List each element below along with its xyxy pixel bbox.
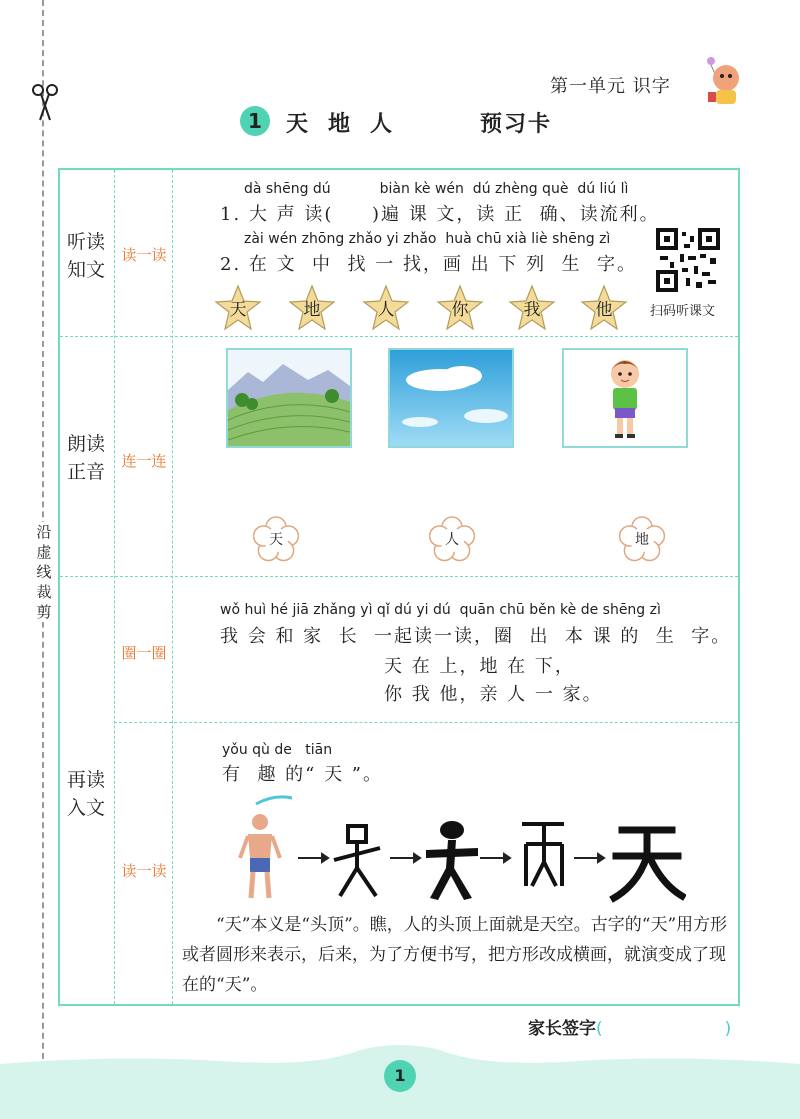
flower-character[interactable] — [618, 516, 666, 564]
activity-match: 连一连 — [121, 452, 167, 470]
star-character-label: 你 — [451, 300, 469, 320]
cut-instruction: 沿虚线裁剪 — [36, 523, 52, 621]
lesson-number-badge: 1 — [240, 106, 270, 136]
character-evolution-illustration — [226, 788, 686, 906]
row-divider — [60, 336, 738, 337]
qr-code-icon[interactable] — [656, 228, 720, 292]
lesson-title: 天地人 — [286, 111, 413, 137]
star-character — [436, 284, 484, 332]
star-character-label: 我 — [523, 300, 541, 320]
unit-title: 第一单元 识字 — [550, 76, 671, 97]
star-character — [214, 284, 262, 332]
activity-circle: 圈一圈 — [121, 644, 167, 662]
instruction-line: 2. 在 文 中 找 一 找，画 出 下 列 生 字。 — [220, 254, 637, 275]
row-divider — [114, 722, 738, 723]
parent-signature[interactable]: 家长签字( ) — [528, 1019, 732, 1039]
pinyin-line: wǒ huì hé jiā zhǎng yì qǐ dú yi dú quān chū běn kè de shēng zì — [220, 602, 661, 618]
section-label-listen: 听读 知文 — [66, 231, 105, 281]
star-character — [580, 284, 628, 332]
flower-character[interactable] — [252, 516, 300, 564]
instruction-line: 有 趣 的“ 天 ”。 — [222, 764, 384, 785]
pinyin-line: zài wén zhōng zhǎo yi zhǎo huà chū xià liè shēng zì — [244, 231, 611, 247]
star-character-label: 地 — [303, 300, 321, 320]
poem-line: 你 我 他，亲 人 一 家。 — [384, 684, 603, 705]
star-character — [362, 284, 410, 332]
row-divider — [60, 576, 738, 577]
flower-character-label: 地 — [635, 532, 649, 548]
page-number: 1 — [384, 1060, 416, 1092]
star-character — [508, 284, 556, 332]
section-label-read-aloud: 朗读 正音 — [66, 433, 105, 483]
person-picture — [562, 348, 688, 448]
star-character-label: 人 — [377, 300, 395, 320]
instruction-line: 1. 大 声 读( )遍 课 文，读 正 确、读流利。 — [220, 204, 660, 225]
qr-label: 扫码听课文 — [650, 304, 716, 319]
pinyin-line: dà shēng dú biàn kè wén dú zhèng què dú liú lì — [244, 181, 629, 197]
flower-character[interactable] — [428, 516, 476, 564]
poem-line: 天 在 上，地 在 下， — [384, 656, 575, 677]
flower-character-label: 天 — [269, 532, 283, 548]
instruction-line: 我 会 和 家 长 一起读一读，圈 出 本 课 的 生 字。 — [220, 626, 732, 647]
card-title: 预习卡 — [480, 111, 553, 137]
pinyin-line: yǒu qù de tiān — [222, 742, 333, 758]
flower-character-label: 人 — [445, 532, 459, 548]
earth-landscape-picture — [226, 348, 352, 448]
mascot-icon — [702, 54, 744, 108]
explanation-paragraph: “天”本义是“头顶”。瞧，人的头顶上面就是天空。古字的“天”用方形或者圆形来表示，后来，为了方便书写，把方形改成横画，就演变成了现在的“天”。 — [182, 915, 728, 995]
star-character-label: 天 — [229, 300, 247, 320]
star-character — [288, 284, 336, 332]
sky-picture — [388, 348, 514, 448]
star-character-label: 他 — [595, 300, 613, 320]
activity-read: 读一读 — [121, 246, 167, 264]
activity-read: 读一读 — [121, 862, 167, 880]
section-label-reread: 再读 入文 — [66, 769, 105, 819]
scissors-icon — [30, 82, 60, 122]
